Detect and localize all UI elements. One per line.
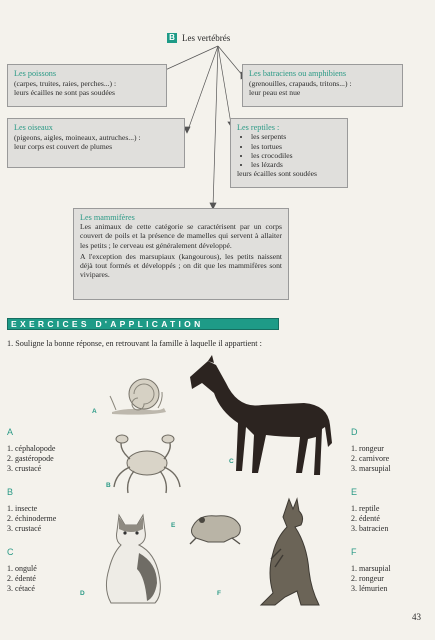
photo-label-snail: A xyxy=(92,408,97,415)
box-paragraph: Les animaux de cette catégorie se caractérisent par un corps couvert de poils et la présence de mamelles qui servent à allaiter les petits ; le cerveau est généralement développé. xyxy=(80,222,282,250)
horse-image xyxy=(182,355,337,477)
box-paragraph: A l'exception des marsupiaux (kangourous), les petits naissent déjà tout formés et développés ; on dit que les mammifères sont vivipares. xyxy=(80,251,282,280)
answer-option[interactable]: 1. marsupial xyxy=(351,564,391,573)
answer-option[interactable]: 1. reptile xyxy=(351,504,380,513)
list-item: • les serpents xyxy=(251,132,341,141)
box-title: Les oiseaux xyxy=(14,123,53,132)
answer-option[interactable]: 1. ongulé xyxy=(7,564,37,573)
exercise-banner xyxy=(7,318,279,330)
box-mammiferes xyxy=(73,208,289,300)
crab-image xyxy=(110,433,182,495)
photo-label-cat: D xyxy=(80,590,85,597)
box-line: (pigeons, aigles, moineaux, autruches...) : xyxy=(14,132,141,142)
photo-label-crab: B xyxy=(106,482,111,489)
answer-option[interactable]: 1. céphalopode xyxy=(7,444,56,453)
answer-option[interactable]: 3. batracien xyxy=(351,524,389,533)
cat-image xyxy=(99,513,171,605)
answer-option[interactable]: 3. crustacé xyxy=(7,524,42,533)
box-title: Les reptiles : xyxy=(237,123,280,132)
answer-option[interactable]: 2. carnivore xyxy=(351,454,390,463)
answer-group-b xyxy=(7,487,56,534)
photo-label-kangaroo: F xyxy=(217,590,221,597)
answer-group-c xyxy=(7,547,37,594)
group-label: C xyxy=(7,547,14,557)
answer-option[interactable]: 2. échinoderme xyxy=(7,514,57,523)
group-label: A xyxy=(7,427,14,437)
answer-option[interactable]: 2. édenté xyxy=(7,574,36,583)
answer-group-d xyxy=(351,427,391,474)
page-number: 43 xyxy=(412,612,421,622)
photo-label-frog: E xyxy=(171,522,176,529)
answer-option[interactable]: 3. marsupial xyxy=(351,464,391,473)
list-item: • les lézards xyxy=(251,160,341,169)
box-title: Les poissons xyxy=(14,69,57,78)
list-item: • les tortues xyxy=(251,142,341,151)
exercise-instruction: 1. Souligne la bonne réponse, en retrouvant la famille à laquelle il appartient : xyxy=(7,339,262,348)
group-label: E xyxy=(351,487,358,497)
kangaroo-image xyxy=(255,497,327,609)
reptile-list xyxy=(237,132,341,169)
group-label: D xyxy=(351,427,358,437)
exercise-banner-text: EXERCICES D'APPLICATION xyxy=(11,319,204,329)
answer-option[interactable]: 2. édenté xyxy=(351,514,380,523)
section-badge: B xyxy=(167,33,177,43)
answer-option[interactable]: 1. insecte xyxy=(7,504,38,513)
box-reptiles xyxy=(230,118,348,188)
answer-option[interactable]: 2. gastéropode xyxy=(7,454,54,463)
answer-option[interactable]: 3. cétacé xyxy=(7,584,35,593)
answer-option[interactable]: 2. rongeur xyxy=(351,574,384,583)
answer-option[interactable]: 3. lémurien xyxy=(351,584,388,593)
box-line: leur corps est couvert de plumes xyxy=(14,142,113,152)
answer-group-f xyxy=(351,547,391,594)
box-oiseaux xyxy=(7,118,185,168)
box-batraciens xyxy=(242,64,403,107)
frog-image xyxy=(188,508,244,546)
list-item: • les crocodiles xyxy=(251,151,341,160)
section-title: Les vertébrés xyxy=(182,33,231,43)
snail-image xyxy=(108,374,168,416)
answer-option[interactable]: 3. crustacé xyxy=(7,464,42,473)
box-line: leurs écailles ne sont pas soudées xyxy=(14,88,116,98)
photo-label-horse: C xyxy=(229,458,234,465)
box-title: Les batraciens ou amphibiens xyxy=(249,69,347,78)
group-label: B xyxy=(7,487,14,497)
box-line: (grenouilles, crapauds, tritons...) : xyxy=(249,78,352,88)
box-line: (carpes, truites, raies, perches...) : xyxy=(14,78,117,88)
group-label: F xyxy=(351,547,357,557)
box-line: leurs écailles sont soudées xyxy=(237,169,317,179)
answer-option[interactable]: 1. rongeur xyxy=(351,444,384,453)
box-title: Les mammifères xyxy=(80,213,135,222)
answer-group-e xyxy=(351,487,388,534)
box-line: leur peau est nue xyxy=(249,88,301,98)
box-poissons xyxy=(7,64,167,107)
answer-group-a xyxy=(7,427,55,474)
